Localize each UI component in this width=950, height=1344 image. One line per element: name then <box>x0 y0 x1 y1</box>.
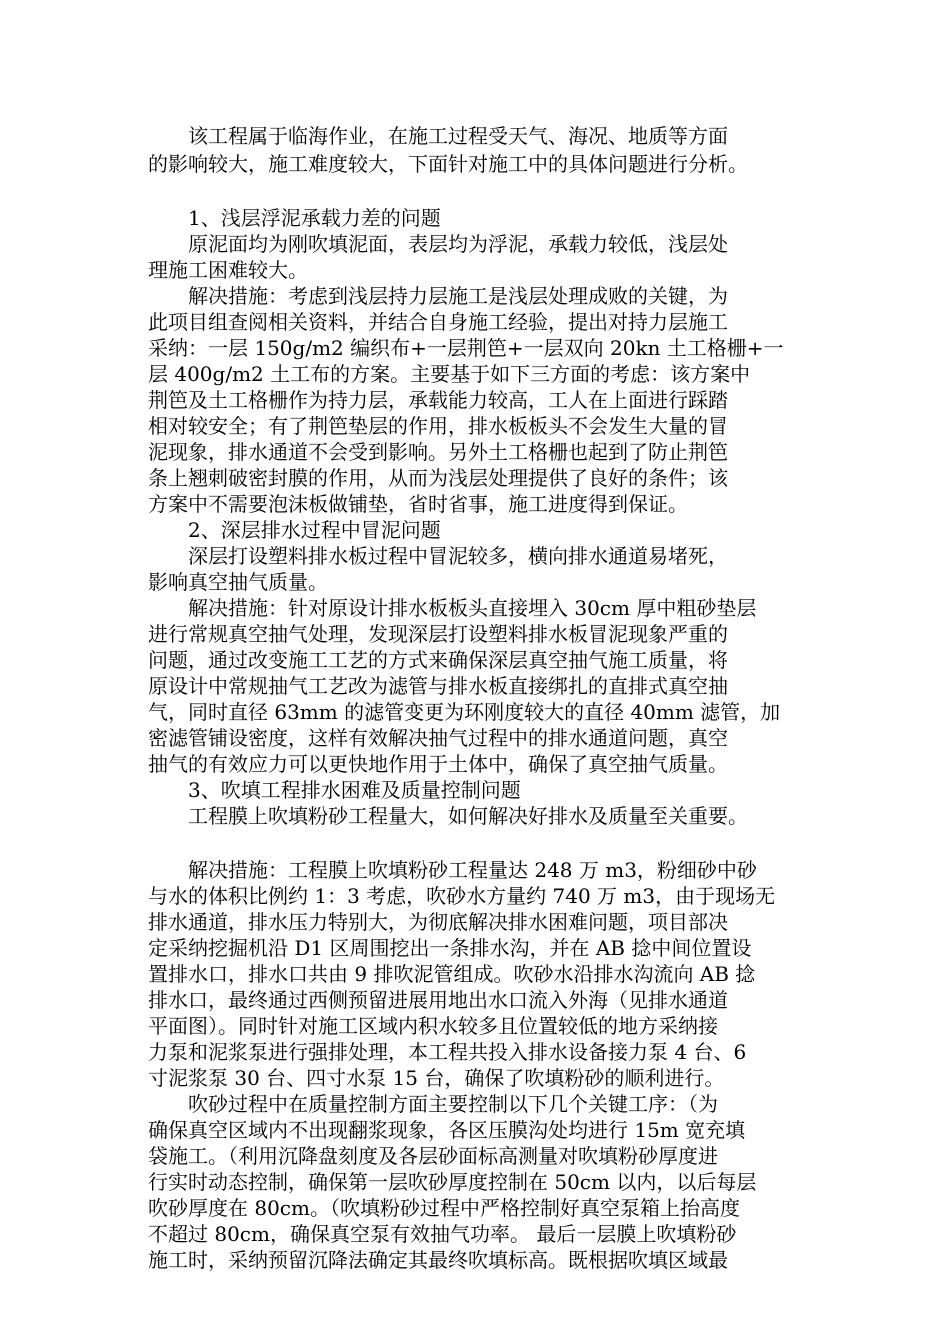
text-line: 问题，通过改变施工工艺的方式来确保深层真空抽气施工质量，将 <box>148 648 728 672</box>
text-line: 解决措施：针对原设计排水板板头直接埋入 30cm 厚中粗砂垫层 <box>148 596 757 620</box>
text-line: 吹砂厚度在 80cm。（吹填粉砂过程中严格控制好真空泵箱上抬高度 <box>148 1196 740 1220</box>
text-line: 工程膜上吹填粉砂工程量大，如何解决好排水及质量至关重要。 <box>148 804 748 828</box>
text-line: 平面图）。同时针对施工区域内积水较多且位置较低的地方采纳接 <box>148 1014 718 1038</box>
text-line: 条上翘刺破密封膜的作用，从而为浅层处理提供了良好的条件；该 <box>148 466 728 490</box>
text-line: 原设计中常规抽气工艺改为滤管与排水板直接绑扎的直排式真空抽 <box>148 674 728 698</box>
text-line: 的影响较大，施工难度较大，下面针对施工中的具体问题进行分析。 <box>148 152 748 176</box>
section-heading: 3、吹填工程排水困难及质量控制问题 <box>148 778 521 802</box>
text-line: 采纳：一层 150g/m2 编织布+一层荆笆+一层双向 20kn 土工格栅+一 <box>148 336 784 360</box>
text-line: 影响真空抽气质量。 <box>148 570 328 594</box>
text-line: 排水口，最终通过西侧预留进展用地出水口流入外海（见排水通道 <box>148 988 728 1012</box>
text-line: 气，同时直径 63mm 的滤管变更为环刚度较大的直径 40mm 滤管，加 <box>148 700 781 724</box>
section-heading: 2、深层排水过程中冒泥问题 <box>148 518 441 542</box>
text-line: 荆笆及土工格栅作为持力层，承载能力较高，工人在上面进行踩踏 <box>148 388 728 412</box>
text-line: 行实时动态控制，确保第一层吹砂厚度控制在 50cm 以内，以后每层 <box>148 1170 757 1194</box>
text-line: 寸泥浆泵 30 台、四寸水泵 15 台，确保了吹填粉砂的顺利进行。 <box>148 1066 725 1090</box>
text-line: 泥现象，排水通道不会受到影响。另外土工格栅也起到了防止荆笆 <box>148 440 728 464</box>
text-line: 确保真空区域内不出现翻浆现象，各区压膜沟处均进行 15m 宽充填 <box>148 1118 746 1142</box>
text-line: 袋施工。（利用沉降盘刻度及各层砂面标高测量对吹填粉砂厚度进 <box>148 1144 718 1168</box>
text-line: 理施工困难较大。 <box>148 258 308 282</box>
text-line: 抽气的有效应力可以更快地作用于土体中，确保了真空抽气质量。 <box>148 752 728 776</box>
text-line: 排水通道，排水压力特别大，为彻底解决排水困难问题，项目部决 <box>148 910 728 934</box>
text-line: 方案中不需要泡沫板做铺垫，省时省事，施工进度得到保证。 <box>148 492 688 516</box>
text-line: 定采纳挖掘机沿 D1 区周围挖出一条排水沟，并在 AB 捻中间位置设 <box>148 936 752 960</box>
text-line: 吹砂过程中在质量控制方面主要控制以下几个关键工序：（为 <box>148 1092 718 1116</box>
text-line: 密滤管铺设密度，这样有效解决抽气过程中的排水通道问题，真空 <box>148 726 728 750</box>
text-line: 层 400g/m2 土工布的方案。主要基于如下三方面的考虑：该方案中 <box>148 362 751 386</box>
text-line: 施工时，采纳预留沉降法确定其最终吹填标高。既根据吹填区域最 <box>148 1248 728 1272</box>
text-line: 深层打设塑料排水板过程中冒泥较多，横向排水通道易堵死， <box>148 544 728 568</box>
text-line: 该工程属于临海作业，在施工过程受天气、海况、地质等方面 <box>148 124 728 148</box>
text-line: 解决措施：考虑到浅层持力层施工是浅层处理成败的关键，为 <box>148 284 728 308</box>
text-line: 与水的体积比例约 1：3 考虑，吹砂水方量约 740 万 m3，由于现场无 <box>148 884 776 908</box>
text-line: 解决措施：工程膜上吹填粉砂工程量达 248 万 m3，粉细砂中砂 <box>148 858 757 882</box>
text-line: 不超过 80cm，确保真空泵有效抽气功率。 最后一层膜上吹填粉砂 <box>148 1222 737 1246</box>
text-line: 相对较安全；有了荆笆垫层的作用，排水板板头不会发生大量的冒 <box>148 414 728 438</box>
section-heading: 1、浅层浮泥承载力差的问题 <box>148 206 441 230</box>
text-line: 此项目组查阅相关资料，并结合自身施工经验，提出对持力层施工 <box>148 310 728 334</box>
text-line: 力泵和泥浆泵进行强排处理，本工程共投入排水设备接力泵 4 台、6 <box>148 1040 747 1064</box>
text-line: 置排水口，排水口共由 9 排吹泥管组成。吹砂水沿排水沟流向 AB 捻 <box>148 962 756 986</box>
text-line: 原泥面均为刚吹填泥面，表层均为浮泥，承载力较低，浅层处 <box>148 232 728 256</box>
text-line: 进行常规真空抽气处理，发现深层打设塑料排水板冒泥现象严重的 <box>148 622 728 646</box>
